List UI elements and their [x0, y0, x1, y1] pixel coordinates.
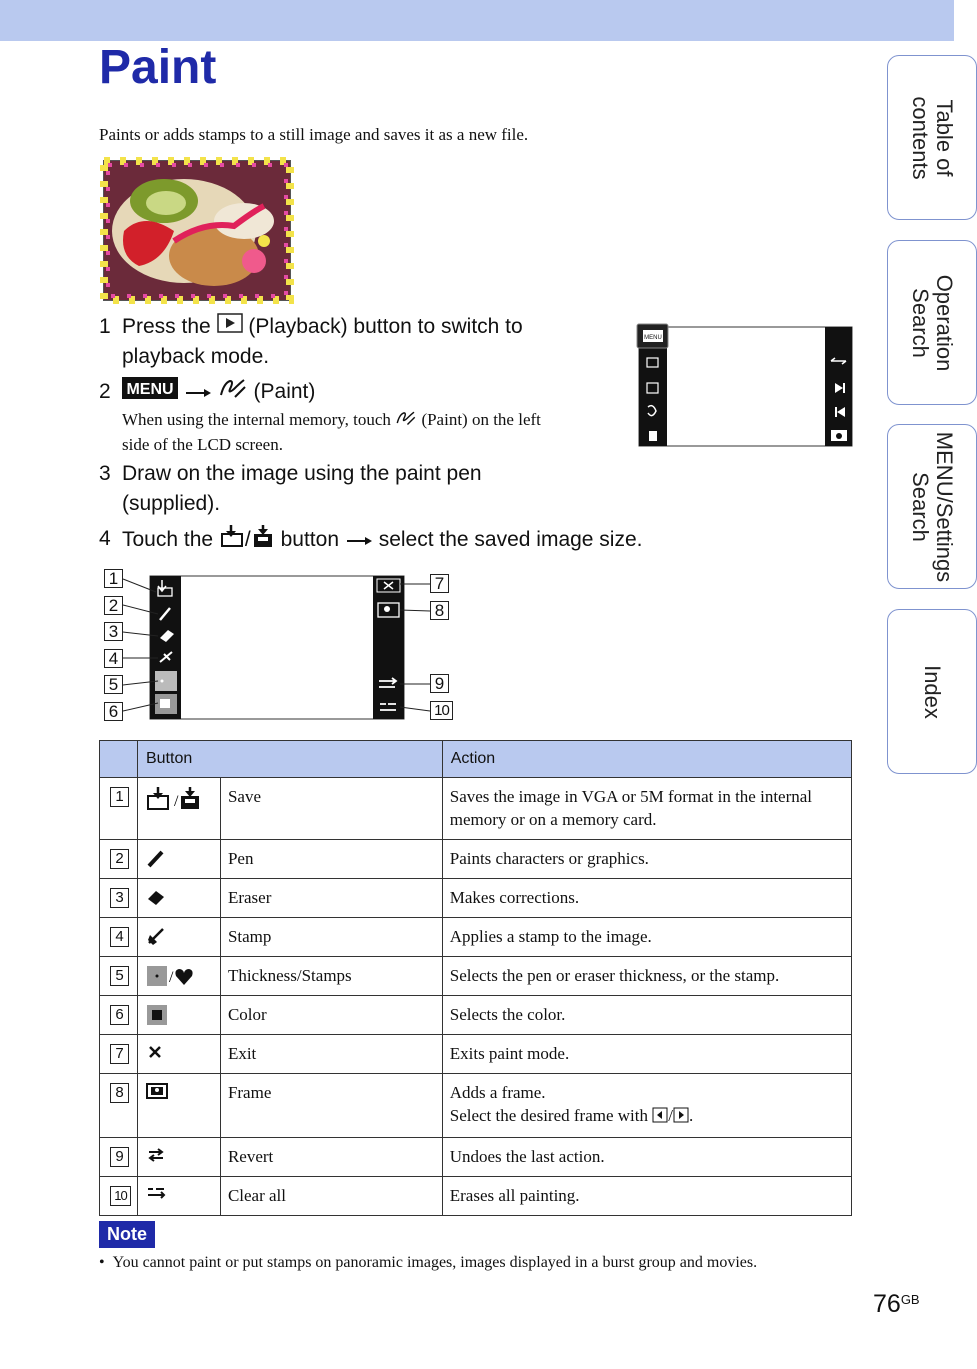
button-action: Adds a frame.: [449, 1083, 546, 1102]
table-row: 8 Frame Adds a frame. Select the desired frame with / .: [100, 1074, 852, 1138]
arrow-right-icon: [345, 526, 373, 556]
table-row: [100, 840, 852, 879]
tab-label: Search: [908, 287, 933, 358]
color-icon: [146, 1011, 168, 1030]
frame-icon: [146, 1085, 168, 1104]
note-text: You cannot paint or put stamps on panoramic images, images displayed in a burst group and movies.: [112, 1254, 758, 1271]
button-action: Selects the color.: [442, 996, 851, 1035]
button-name: Pen: [220, 840, 442, 879]
button-name: Stamp: [220, 918, 442, 957]
button-action: Undoes the last action.: [442, 1137, 851, 1176]
row-number: 8: [110, 1083, 129, 1103]
page-suffix: GB: [900, 1292, 920, 1307]
table-row: [100, 1137, 852, 1176]
step-number: 1: [99, 315, 111, 338]
callout-5: 5: [104, 675, 123, 694]
left-arrow-icon: [652, 1106, 668, 1129]
callout-8: 8: [430, 601, 449, 620]
example-photo: [103, 160, 291, 301]
intro-text: Paints or adds stamps to a still image and saves it as a new file.: [99, 125, 529, 144]
table-row: [100, 879, 852, 918]
button-action: Erases all painting.: [442, 1176, 851, 1215]
row-number: 10: [110, 1186, 131, 1206]
save-icon: [219, 524, 245, 557]
tab-label: Search: [908, 471, 933, 542]
tab-index[interactable]: [887, 609, 977, 774]
revert-icon: [146, 1149, 166, 1168]
step-text: playback mode.: [122, 345, 270, 369]
arrow-right-icon: [184, 378, 212, 408]
detail-text: side of the LCD screen.: [122, 435, 283, 455]
button-action: .: [688, 1106, 694, 1125]
button-action: Selects the pen or eraser thickness, or the stamp.: [442, 957, 851, 996]
row-number: 4: [110, 927, 129, 947]
eraser-icon: [146, 892, 166, 911]
page-number: [873, 1290, 920, 1319]
button-action: Applies a stamp to the image.: [442, 918, 851, 957]
step-number: 2: [99, 380, 111, 403]
paint-screen-illustration: [100, 568, 460, 728]
svg-text:MENU: MENU: [126, 381, 174, 398]
note-badge: Note: [99, 1221, 155, 1248]
button-name: Eraser: [220, 879, 442, 918]
svg-text:/: /: [173, 793, 179, 810]
table-row: [100, 957, 852, 996]
right-arrow-icon: [673, 1106, 689, 1129]
page-number-value: 76: [873, 1290, 901, 1318]
row-number: 9: [110, 1147, 129, 1167]
callout-2: 2: [104, 596, 123, 615]
step-text: (supplied).: [122, 492, 221, 515]
paint-icon: [218, 377, 248, 408]
row-number: 5: [110, 966, 129, 986]
thickness-stamps-icons: [146, 969, 196, 991]
step-text: Press the: [122, 315, 211, 338]
paint-icon: [395, 409, 417, 433]
pen-icon: [146, 853, 166, 872]
button-name: Exit: [220, 1035, 442, 1074]
button-action: Makes corrections.: [442, 879, 851, 918]
button-action: Paints characters or graphics.: [442, 840, 851, 879]
step-text: Draw on the image using the paint pen: [122, 462, 482, 485]
table-row: [100, 778, 852, 840]
note-bullet: • You cannot paint or put stamps on panoramic images, images displayed in a burst group and movies.: [99, 1254, 758, 1271]
button-name: Color: [220, 996, 442, 1035]
detail-text: When using the internal memory, touch: [122, 410, 391, 429]
tab-label: contents: [908, 95, 933, 180]
callout-3: 3: [104, 622, 123, 641]
button-action: Saves the image in VGA or 5M format in the internal memory or on a memory card.: [442, 778, 851, 840]
row-number: 2: [110, 849, 129, 869]
callout-10: 10: [430, 701, 453, 720]
tab-operation-search[interactable]: [887, 240, 977, 405]
button-action: Select the desired frame with: [449, 1106, 648, 1125]
callout-4: 4: [104, 649, 123, 668]
callout-6: 6: [104, 702, 123, 721]
tab-label: MENU/Settings: [932, 431, 957, 582]
exit-icon: [146, 1046, 164, 1065]
svg-text:/: /: [168, 969, 174, 986]
step-2-detail: [122, 408, 622, 457]
step-number: 3: [99, 462, 111, 485]
button-name: Thickness/Stamps: [220, 957, 442, 996]
step-text: select the saved image size.: [378, 528, 643, 552]
button-name: Revert: [220, 1137, 442, 1176]
column-header: Action: [442, 741, 851, 778]
callout-9: 9: [430, 674, 449, 693]
row-number: 6: [110, 1005, 129, 1025]
table-row: [100, 918, 852, 957]
svg-text:MENU: MENU: [644, 335, 662, 341]
save-icons: [146, 793, 204, 816]
row-number: 7: [110, 1044, 129, 1064]
tab-menu-settings-search[interactable]: [887, 424, 977, 589]
table-row: [100, 996, 852, 1035]
row-number: 3: [110, 888, 129, 908]
button-action: Exits paint mode.: [442, 1035, 851, 1074]
table-row: [100, 1035, 852, 1074]
step-text: Touch the: [122, 528, 214, 552]
button-name: Frame: [220, 1074, 442, 1138]
header-band: [0, 0, 954, 41]
button-name: Save: [220, 778, 442, 840]
table-header-row: [100, 741, 852, 778]
row-number: 1: [110, 787, 129, 807]
table-row: [100, 1176, 852, 1215]
menu-icon: [122, 377, 178, 408]
callout-7: 7: [430, 574, 449, 593]
save-memory-icon: [251, 524, 275, 557]
step-number: 4: [99, 527, 111, 550]
playback-icon: [217, 312, 243, 342]
detail-text: (Paint) on the left: [421, 410, 541, 429]
tab-label: Table of: [932, 98, 957, 177]
step-text: button: [280, 528, 339, 552]
tab-table-of-contents[interactable]: [887, 55, 977, 220]
step-text: (Paint): [253, 380, 316, 404]
page-title: Paint: [99, 41, 217, 94]
clear-all-icon: [146, 1186, 166, 1205]
tab-label: Index: [920, 664, 945, 719]
stamp-icon: [146, 931, 166, 950]
step-text: (Playback) button to switch to: [248, 315, 523, 338]
column-header: Button: [137, 741, 442, 778]
playback-screen-illustration: [636, 323, 854, 454]
tab-label: Operation: [932, 274, 957, 371]
button-name: Clear all: [220, 1176, 442, 1215]
callout-1: 1: [104, 569, 123, 588]
button-table: [99, 740, 852, 1216]
